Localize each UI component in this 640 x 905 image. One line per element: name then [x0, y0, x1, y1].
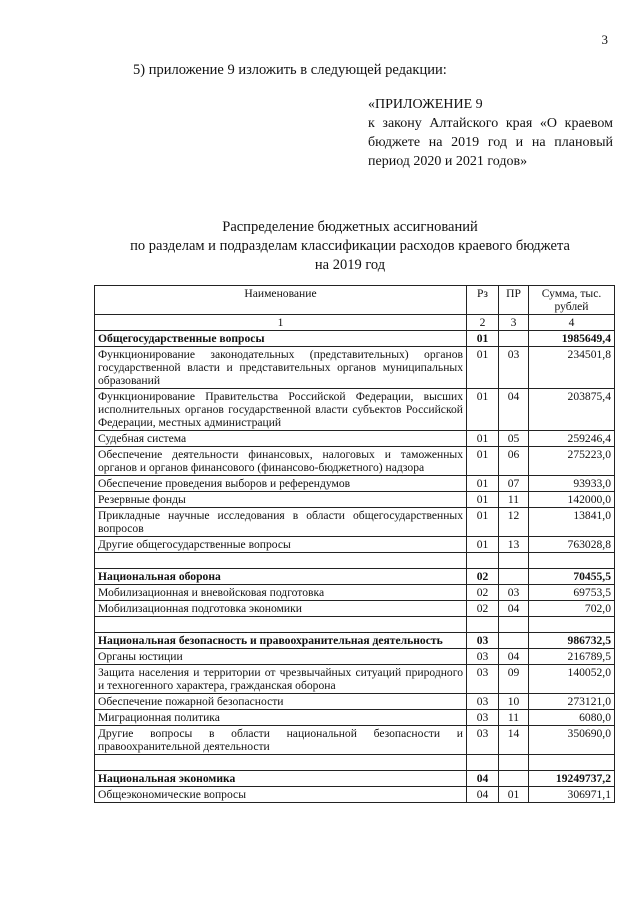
row-pr	[499, 633, 529, 649]
empty-cell	[499, 553, 529, 569]
row-rz: 03	[467, 633, 499, 649]
row-pr: 11	[499, 492, 529, 508]
row-sum: 140052,0	[529, 665, 615, 694]
row-name: Прикладные научные исследования в области общегосударственных вопросов	[95, 508, 467, 537]
row-rz: 04	[467, 787, 499, 803]
annex-block	[368, 95, 613, 171]
table-row	[95, 553, 615, 569]
col-number-4: 4	[529, 315, 615, 331]
row-name: Защита населения и территории от чрезвычайных ситуаций природного и техногенного характера, гражданская оборона	[95, 665, 467, 694]
row-name: Функционирование законодательных (представительных) органов государственной власти и представительных органов муниципальных образований	[95, 347, 467, 389]
row-sum: 702,0	[529, 601, 615, 617]
row-rz: 03	[467, 649, 499, 665]
row-name: Обеспечение деятельности финансовых, налоговых и таможенных органов и органов финансового (финансово-бюджетного) надзора	[95, 447, 467, 476]
row-rz: 01	[467, 447, 499, 476]
table-row	[95, 771, 615, 787]
row-pr	[499, 771, 529, 787]
annex-subtitle: к закону Алтайского края «О краевом бюджете на 2019 год и на плановый период 2020 и 2021 годов»	[368, 116, 613, 169]
row-sum: 69753,5	[529, 585, 615, 601]
row-pr: 03	[499, 585, 529, 601]
table-row	[95, 787, 615, 803]
row-rz: 01	[467, 476, 499, 492]
table-row	[95, 633, 615, 649]
row-rz: 01	[467, 492, 499, 508]
heading-line-1: Распределение бюджетных ассигнований	[222, 219, 478, 235]
row-pr: 13	[499, 537, 529, 553]
row-name: Национальная оборона	[95, 569, 467, 585]
row-sum: 306971,1	[529, 787, 615, 803]
table-row	[95, 569, 615, 585]
table-column-numbers	[95, 315, 615, 331]
row-rz: 03	[467, 694, 499, 710]
empty-cell	[499, 617, 529, 633]
row-pr: 06	[499, 447, 529, 476]
annex-title: «ПРИЛОЖЕНИЕ 9	[368, 97, 483, 112]
table-row	[95, 726, 615, 755]
row-pr: 11	[499, 710, 529, 726]
row-name: Функционирование Правительства Российской Федерации, высших исполнительных органов государственной власти субъектов Российской Федерации, местных администраций	[95, 389, 467, 431]
table-row	[95, 537, 615, 553]
table-row	[95, 476, 615, 492]
row-name: Органы юстиции	[95, 649, 467, 665]
table-row	[95, 649, 615, 665]
col-number-3: 3	[499, 315, 529, 331]
heading-line-2: по разделам и подразделам классификации расходов краевого бюджета	[130, 238, 570, 254]
row-name: Резервные фонды	[95, 492, 467, 508]
row-sum: 93933,0	[529, 476, 615, 492]
row-sum: 234501,8	[529, 347, 615, 389]
row-rz: 01	[467, 508, 499, 537]
table-row	[95, 585, 615, 601]
row-rz: 02	[467, 585, 499, 601]
table-body	[95, 331, 615, 803]
row-sum: 1985649,4	[529, 331, 615, 347]
header-pr: ПР	[499, 286, 529, 315]
row-pr: 01	[499, 787, 529, 803]
row-pr: 09	[499, 665, 529, 694]
table-row	[95, 431, 615, 447]
row-rz: 02	[467, 601, 499, 617]
row-rz: 03	[467, 665, 499, 694]
header-rz: Рз	[467, 286, 499, 315]
empty-cell	[499, 755, 529, 771]
empty-cell	[529, 755, 615, 771]
row-name: Другие вопросы в области национальной безопасности и правоохранительной деятельности	[95, 726, 467, 755]
heading-line-3: на 2019 год	[314, 257, 386, 273]
row-sum: 216789,5	[529, 649, 615, 665]
row-sum: 350690,0	[529, 726, 615, 755]
table-row	[95, 492, 615, 508]
table-row	[95, 755, 615, 771]
table-row	[95, 665, 615, 694]
row-sum: 13841,0	[529, 508, 615, 537]
row-pr: 05	[499, 431, 529, 447]
budget-table	[94, 285, 615, 803]
header-name: Наименование	[95, 286, 467, 315]
table-row	[95, 601, 615, 617]
empty-cell	[467, 617, 499, 633]
intro-text: 5) приложение 9 изложить в следующей редакции:	[133, 62, 447, 78]
table-row	[95, 508, 615, 537]
row-sum: 19249737,2	[529, 771, 615, 787]
row-name: Другие общегосударственные вопросы	[95, 537, 467, 553]
empty-cell	[95, 755, 467, 771]
table-row	[95, 710, 615, 726]
row-pr: 14	[499, 726, 529, 755]
row-sum: 273121,0	[529, 694, 615, 710]
table-row	[95, 331, 615, 347]
row-pr: 04	[499, 649, 529, 665]
empty-cell	[95, 553, 467, 569]
row-rz: 01	[467, 331, 499, 347]
document-heading	[90, 218, 610, 275]
row-pr: 07	[499, 476, 529, 492]
row-sum: 986732,5	[529, 633, 615, 649]
col-number-2: 2	[467, 315, 499, 331]
row-sum: 259246,4	[529, 431, 615, 447]
row-rz: 01	[467, 431, 499, 447]
table-row	[95, 694, 615, 710]
table-row	[95, 347, 615, 389]
row-sum: 70455,5	[529, 569, 615, 585]
row-pr: 04	[499, 601, 529, 617]
table-row	[95, 617, 615, 633]
row-name: Мобилизационная и вневойсковая подготовка	[95, 585, 467, 601]
row-sum: 203875,4	[529, 389, 615, 431]
row-name: Национальная безопасность и правоохранительная деятельность	[95, 633, 467, 649]
row-rz: 04	[467, 771, 499, 787]
page-number: 3	[601, 32, 608, 47]
row-name: Общегосударственные вопросы	[95, 331, 467, 347]
empty-cell	[467, 553, 499, 569]
row-sum: 763028,8	[529, 537, 615, 553]
row-name: Судебная система	[95, 431, 467, 447]
row-name: Национальная экономика	[95, 771, 467, 787]
row-pr: 12	[499, 508, 529, 537]
row-pr: 03	[499, 347, 529, 389]
empty-cell	[467, 755, 499, 771]
row-name: Общеэкономические вопросы	[95, 787, 467, 803]
row-name: Мобилизационная подготовка экономики	[95, 601, 467, 617]
row-sum: 142000,0	[529, 492, 615, 508]
row-pr: 10	[499, 694, 529, 710]
col-number-1: 1	[95, 315, 467, 331]
empty-cell	[529, 617, 615, 633]
row-sum: 6080,0	[529, 710, 615, 726]
row-pr	[499, 331, 529, 347]
row-sum: 275223,0	[529, 447, 615, 476]
row-rz: 02	[467, 569, 499, 585]
row-rz: 03	[467, 726, 499, 755]
empty-cell	[95, 617, 467, 633]
row-name: Обеспечение пожарной безопасности	[95, 694, 467, 710]
row-rz: 03	[467, 710, 499, 726]
row-rz: 01	[467, 347, 499, 389]
empty-cell	[529, 553, 615, 569]
row-rz: 01	[467, 537, 499, 553]
table-header-row	[95, 286, 615, 315]
row-name: Миграционная политика	[95, 710, 467, 726]
row-rz: 01	[467, 389, 499, 431]
header-sum: Сумма, тыс. рублей	[529, 286, 615, 315]
row-name: Обеспечение проведения выборов и референдумов	[95, 476, 467, 492]
table-row	[95, 389, 615, 431]
row-pr	[499, 569, 529, 585]
table-row	[95, 447, 615, 476]
row-pr: 04	[499, 389, 529, 431]
